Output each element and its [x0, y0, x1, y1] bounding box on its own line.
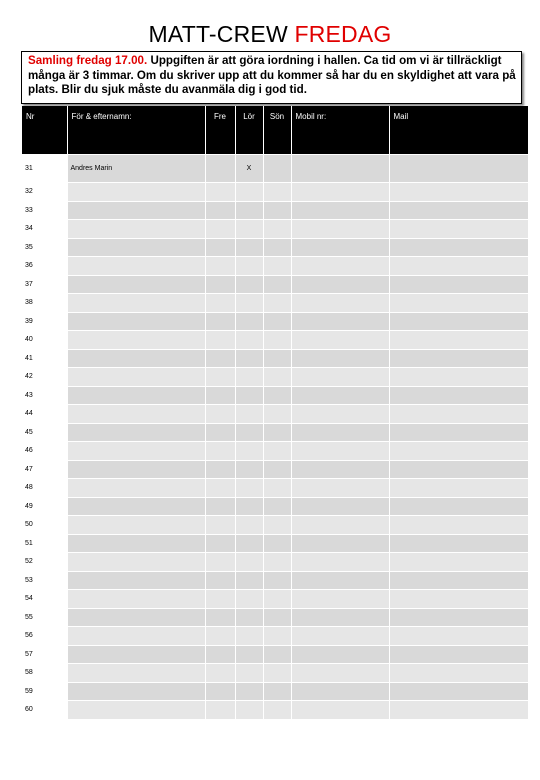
cell-nr: 34	[22, 220, 67, 239]
cell-nr: 32	[22, 183, 67, 202]
cell-son[interactable]	[263, 497, 291, 516]
cell-fre[interactable]	[205, 238, 235, 257]
notice-box	[21, 51, 522, 104]
cell-mobile[interactable]	[291, 590, 389, 609]
cell-son[interactable]	[263, 534, 291, 553]
table-row	[22, 155, 528, 183]
cell-mail[interactable]	[389, 423, 528, 442]
cell-name[interactable]	[67, 645, 205, 664]
cell-mobile[interactable]	[291, 386, 389, 405]
cell-name[interactable]	[67, 220, 205, 239]
cell-mobile[interactable]	[291, 201, 389, 220]
table-row	[22, 275, 528, 294]
cell-mobile[interactable]	[291, 534, 389, 553]
cell-lor[interactable]	[235, 701, 263, 720]
cell-mobile[interactable]	[291, 479, 389, 498]
cell-name[interactable]	[67, 534, 205, 553]
cell-mail[interactable]	[389, 201, 528, 220]
cell-mail[interactable]	[389, 534, 528, 553]
table-row	[22, 238, 528, 257]
cell-lor[interactable]	[235, 275, 263, 294]
cell-lor[interactable]	[235, 497, 263, 516]
cell-lor[interactable]	[235, 183, 263, 202]
header-fre: Fre	[205, 106, 235, 155]
cell-name[interactable]	[67, 405, 205, 424]
cell-mobile[interactable]	[291, 331, 389, 350]
table-row	[22, 294, 528, 313]
cell-mail[interactable]	[389, 331, 528, 350]
table-row	[22, 460, 528, 479]
cell-son[interactable]	[263, 312, 291, 331]
cell-fre[interactable]	[205, 386, 235, 405]
cell-name[interactable]	[67, 275, 205, 294]
cell-nr: 41	[22, 349, 67, 368]
cell-mail[interactable]	[389, 368, 528, 387]
cell-name[interactable]	[67, 201, 205, 220]
cell-fre[interactable]	[205, 201, 235, 220]
cell-fre[interactable]	[205, 682, 235, 701]
cell-fre[interactable]	[205, 571, 235, 590]
cell-fre[interactable]	[205, 155, 235, 183]
header-name: För & efternamn:	[67, 106, 205, 155]
table-row	[22, 608, 528, 627]
cell-mobile[interactable]	[291, 257, 389, 276]
cell-son[interactable]	[263, 664, 291, 683]
cell-nr: 57	[22, 645, 67, 664]
table-row	[22, 664, 528, 683]
table-row	[22, 183, 528, 202]
cell-mail[interactable]	[389, 701, 528, 720]
cell-lor[interactable]	[235, 534, 263, 553]
cell-name[interactable]	[67, 627, 205, 646]
table-row	[22, 479, 528, 498]
cell-nr: 40	[22, 331, 67, 350]
cell-name[interactable]	[67, 553, 205, 572]
table-row	[22, 442, 528, 461]
cell-mail[interactable]	[389, 349, 528, 368]
cell-name[interactable]	[67, 442, 205, 461]
cell-nr: 59	[22, 682, 67, 701]
title-main: MATT-CREW	[148, 21, 288, 47]
cell-mobile[interactable]	[291, 571, 389, 590]
cell-lor[interactable]	[235, 590, 263, 609]
cell-mobile[interactable]	[291, 553, 389, 572]
notice-text: Uppgiften är att göra iordning i hallen. Ca tid om vi är tillräckligt många är 3 timmar. Om du skriver upp att du kommer så har du en skyldighet att vara på plats. Blir du sjuk måste du avanmäla dig i god tid.	[28, 54, 516, 96]
cell-nr: 50	[22, 516, 67, 535]
cell-mail[interactable]	[389, 516, 528, 535]
cell-mobile[interactable]	[291, 183, 389, 202]
table-row	[22, 368, 528, 387]
signup-table	[22, 106, 529, 720]
cell-fre[interactable]	[205, 608, 235, 627]
table-row	[22, 349, 528, 368]
table-row	[22, 386, 528, 405]
cell-nr: 46	[22, 442, 67, 461]
cell-fre[interactable]	[205, 442, 235, 461]
cell-mobile[interactable]	[291, 442, 389, 461]
cell-mobile[interactable]	[291, 701, 389, 720]
cell-mail[interactable]	[389, 553, 528, 572]
cell-son[interactable]	[263, 479, 291, 498]
table-row	[22, 257, 528, 276]
cell-son[interactable]	[263, 201, 291, 220]
cell-nr: 38	[22, 294, 67, 313]
cell-mobile[interactable]	[291, 312, 389, 331]
cell-lor[interactable]	[235, 405, 263, 424]
cell-name[interactable]: Andres Marin	[67, 155, 205, 183]
cell-mobile[interactable]	[291, 460, 389, 479]
header-son: Sön	[263, 106, 291, 155]
cell-nr: 43	[22, 386, 67, 405]
cell-lor[interactable]	[235, 553, 263, 572]
cell-name[interactable]	[67, 294, 205, 313]
cell-fre[interactable]	[205, 423, 235, 442]
cell-name[interactable]	[67, 516, 205, 535]
cell-son[interactable]	[263, 294, 291, 313]
cell-lor[interactable]	[235, 201, 263, 220]
table-header	[22, 106, 528, 155]
cell-name[interactable]	[67, 331, 205, 350]
cell-son[interactable]	[263, 460, 291, 479]
cell-nr: 52	[22, 553, 67, 572]
notice-highlight: Samling fredag 17.00.	[28, 54, 148, 67]
table-row	[22, 201, 528, 220]
cell-mobile[interactable]	[291, 275, 389, 294]
cell-lor[interactable]	[235, 368, 263, 387]
cell-name[interactable]	[67, 682, 205, 701]
cell-name[interactable]	[67, 183, 205, 202]
cell-fre[interactable]	[205, 590, 235, 609]
cell-lor[interactable]	[235, 238, 263, 257]
header-lor: Lör	[235, 106, 263, 155]
cell-mail[interactable]	[389, 155, 528, 183]
cell-mail[interactable]	[389, 312, 528, 331]
cell-lor[interactable]	[235, 645, 263, 664]
cell-son[interactable]	[263, 386, 291, 405]
cell-son[interactable]	[263, 627, 291, 646]
cell-lor[interactable]	[235, 386, 263, 405]
cell-nr: 49	[22, 497, 67, 516]
cell-lor[interactable]	[235, 294, 263, 313]
cell-mail[interactable]	[389, 257, 528, 276]
cell-lor[interactable]	[235, 516, 263, 535]
cell-mobile[interactable]	[291, 497, 389, 516]
cell-lor[interactable]	[235, 423, 263, 442]
cell-lor[interactable]	[235, 571, 263, 590]
cell-fre[interactable]	[205, 553, 235, 572]
cell-mail[interactable]	[389, 645, 528, 664]
cell-mobile[interactable]	[291, 155, 389, 183]
cell-fre[interactable]	[205, 368, 235, 387]
cell-son[interactable]	[263, 349, 291, 368]
cell-name[interactable]	[67, 479, 205, 498]
cell-fre[interactable]	[205, 516, 235, 535]
cell-lor[interactable]	[235, 442, 263, 461]
cell-name[interactable]	[67, 460, 205, 479]
table-row	[22, 553, 528, 572]
cell-mail[interactable]	[389, 479, 528, 498]
cell-son[interactable]	[263, 405, 291, 424]
cell-nr: 54	[22, 590, 67, 609]
cell-son[interactable]	[263, 682, 291, 701]
table-row	[22, 220, 528, 239]
cell-fre[interactable]	[205, 183, 235, 202]
cell-nr: 33	[22, 201, 67, 220]
page-title	[0, 20, 540, 48]
cell-lor[interactable]	[235, 479, 263, 498]
cell-son[interactable]	[263, 442, 291, 461]
cell-son[interactable]	[263, 553, 291, 572]
cell-name[interactable]	[67, 423, 205, 442]
table-row	[22, 534, 528, 553]
table-row	[22, 627, 528, 646]
cell-lor[interactable]	[235, 608, 263, 627]
cell-mail[interactable]	[389, 460, 528, 479]
cell-nr: 51	[22, 534, 67, 553]
cell-mail[interactable]	[389, 682, 528, 701]
cell-mail[interactable]	[389, 608, 528, 627]
cell-nr: 53	[22, 571, 67, 590]
cell-nr: 42	[22, 368, 67, 387]
cell-fre[interactable]	[205, 257, 235, 276]
table-row	[22, 312, 528, 331]
cell-mail[interactable]	[389, 571, 528, 590]
cell-fre[interactable]	[205, 294, 235, 313]
table-body	[22, 155, 528, 720]
table-row	[22, 331, 528, 350]
cell-fre[interactable]	[205, 497, 235, 516]
cell-mail[interactable]	[389, 238, 528, 257]
cell-fre[interactable]	[205, 331, 235, 350]
cell-fre[interactable]	[205, 275, 235, 294]
cell-nr: 58	[22, 664, 67, 683]
cell-mail[interactable]	[389, 386, 528, 405]
cell-mobile[interactable]	[291, 645, 389, 664]
cell-son[interactable]	[263, 220, 291, 239]
cell-name[interactable]	[67, 701, 205, 720]
header-nr: Nr	[22, 106, 67, 155]
table-row	[22, 571, 528, 590]
cell-mobile[interactable]	[291, 294, 389, 313]
cell-nr: 44	[22, 405, 67, 424]
cell-name[interactable]	[67, 608, 205, 627]
cell-mobile[interactable]	[291, 516, 389, 535]
cell-son[interactable]	[263, 516, 291, 535]
cell-fre[interactable]	[205, 627, 235, 646]
cell-mobile[interactable]	[291, 220, 389, 239]
cell-nr: 35	[22, 238, 67, 257]
header-mobile: Mobil nr:	[291, 106, 389, 155]
table-row	[22, 497, 528, 516]
cell-son[interactable]	[263, 701, 291, 720]
cell-fre[interactable]	[205, 645, 235, 664]
cell-mail[interactable]	[389, 183, 528, 202]
cell-nr: 60	[22, 701, 67, 720]
cell-nr: 55	[22, 608, 67, 627]
table-row	[22, 423, 528, 442]
cell-son[interactable]	[263, 368, 291, 387]
cell-fre[interactable]	[205, 349, 235, 368]
cell-son[interactable]	[263, 238, 291, 257]
cell-mail[interactable]	[389, 664, 528, 683]
cell-nr: 47	[22, 460, 67, 479]
cell-nr: 39	[22, 312, 67, 331]
cell-son[interactable]	[263, 423, 291, 442]
cell-name[interactable]	[67, 386, 205, 405]
cell-name[interactable]	[67, 349, 205, 368]
cell-son[interactable]	[263, 275, 291, 294]
cell-fre[interactable]	[205, 534, 235, 553]
table-row	[22, 405, 528, 424]
table-row	[22, 682, 528, 701]
cell-mobile[interactable]	[291, 368, 389, 387]
cell-nr: 36	[22, 257, 67, 276]
cell-name[interactable]	[67, 497, 205, 516]
cell-mobile[interactable]	[291, 405, 389, 424]
table-row	[22, 516, 528, 535]
cell-mobile[interactable]	[291, 423, 389, 442]
cell-mobile[interactable]	[291, 682, 389, 701]
cell-fre[interactable]	[205, 220, 235, 239]
cell-name[interactable]	[67, 368, 205, 387]
cell-mail[interactable]	[389, 497, 528, 516]
cell-nr: 31	[22, 155, 67, 183]
cell-lor[interactable]	[235, 312, 263, 331]
cell-son[interactable]	[263, 257, 291, 276]
cell-lor[interactable]	[235, 257, 263, 276]
cell-son[interactable]	[263, 571, 291, 590]
title-accent: FREDAG	[294, 21, 392, 47]
table-row	[22, 590, 528, 609]
header-mail: Mail	[389, 106, 528, 155]
cell-son[interactable]	[263, 155, 291, 183]
table-row	[22, 645, 528, 664]
cell-mail[interactable]	[389, 590, 528, 609]
cell-nr: 48	[22, 479, 67, 498]
cell-lor[interactable]	[235, 460, 263, 479]
cell-nr: 56	[22, 627, 67, 646]
cell-son[interactable]	[263, 331, 291, 350]
cell-lor[interactable]: X	[235, 155, 263, 183]
cell-son[interactable]	[263, 183, 291, 202]
cell-mail[interactable]	[389, 275, 528, 294]
cell-son[interactable]	[263, 590, 291, 609]
cell-nr: 37	[22, 275, 67, 294]
cell-lor[interactable]	[235, 664, 263, 683]
cell-fre[interactable]	[205, 405, 235, 424]
table-row	[22, 701, 528, 720]
cell-mail[interactable]	[389, 627, 528, 646]
cell-name[interactable]	[67, 238, 205, 257]
cell-fre[interactable]	[205, 701, 235, 720]
cell-mobile[interactable]	[291, 627, 389, 646]
cell-fre[interactable]	[205, 312, 235, 331]
cell-fre[interactable]	[205, 479, 235, 498]
cell-lor[interactable]	[235, 682, 263, 701]
cell-name[interactable]	[67, 590, 205, 609]
cell-mail[interactable]	[389, 442, 528, 461]
cell-name[interactable]	[67, 571, 205, 590]
cell-fre[interactable]	[205, 460, 235, 479]
cell-son[interactable]	[263, 645, 291, 664]
cell-fre[interactable]	[205, 664, 235, 683]
cell-nr: 45	[22, 423, 67, 442]
cell-mobile[interactable]	[291, 349, 389, 368]
cell-mail[interactable]	[389, 220, 528, 239]
cell-mobile[interactable]	[291, 664, 389, 683]
cell-name[interactable]	[67, 312, 205, 331]
cell-lor[interactable]	[235, 331, 263, 350]
cell-lor[interactable]	[235, 349, 263, 368]
cell-lor[interactable]	[235, 627, 263, 646]
cell-mobile[interactable]	[291, 238, 389, 257]
cell-name[interactable]	[67, 664, 205, 683]
cell-name[interactable]	[67, 257, 205, 276]
cell-lor[interactable]	[235, 220, 263, 239]
cell-mail[interactable]	[389, 294, 528, 313]
cell-mail[interactable]	[389, 405, 528, 424]
cell-son[interactable]	[263, 608, 291, 627]
cell-mobile[interactable]	[291, 608, 389, 627]
